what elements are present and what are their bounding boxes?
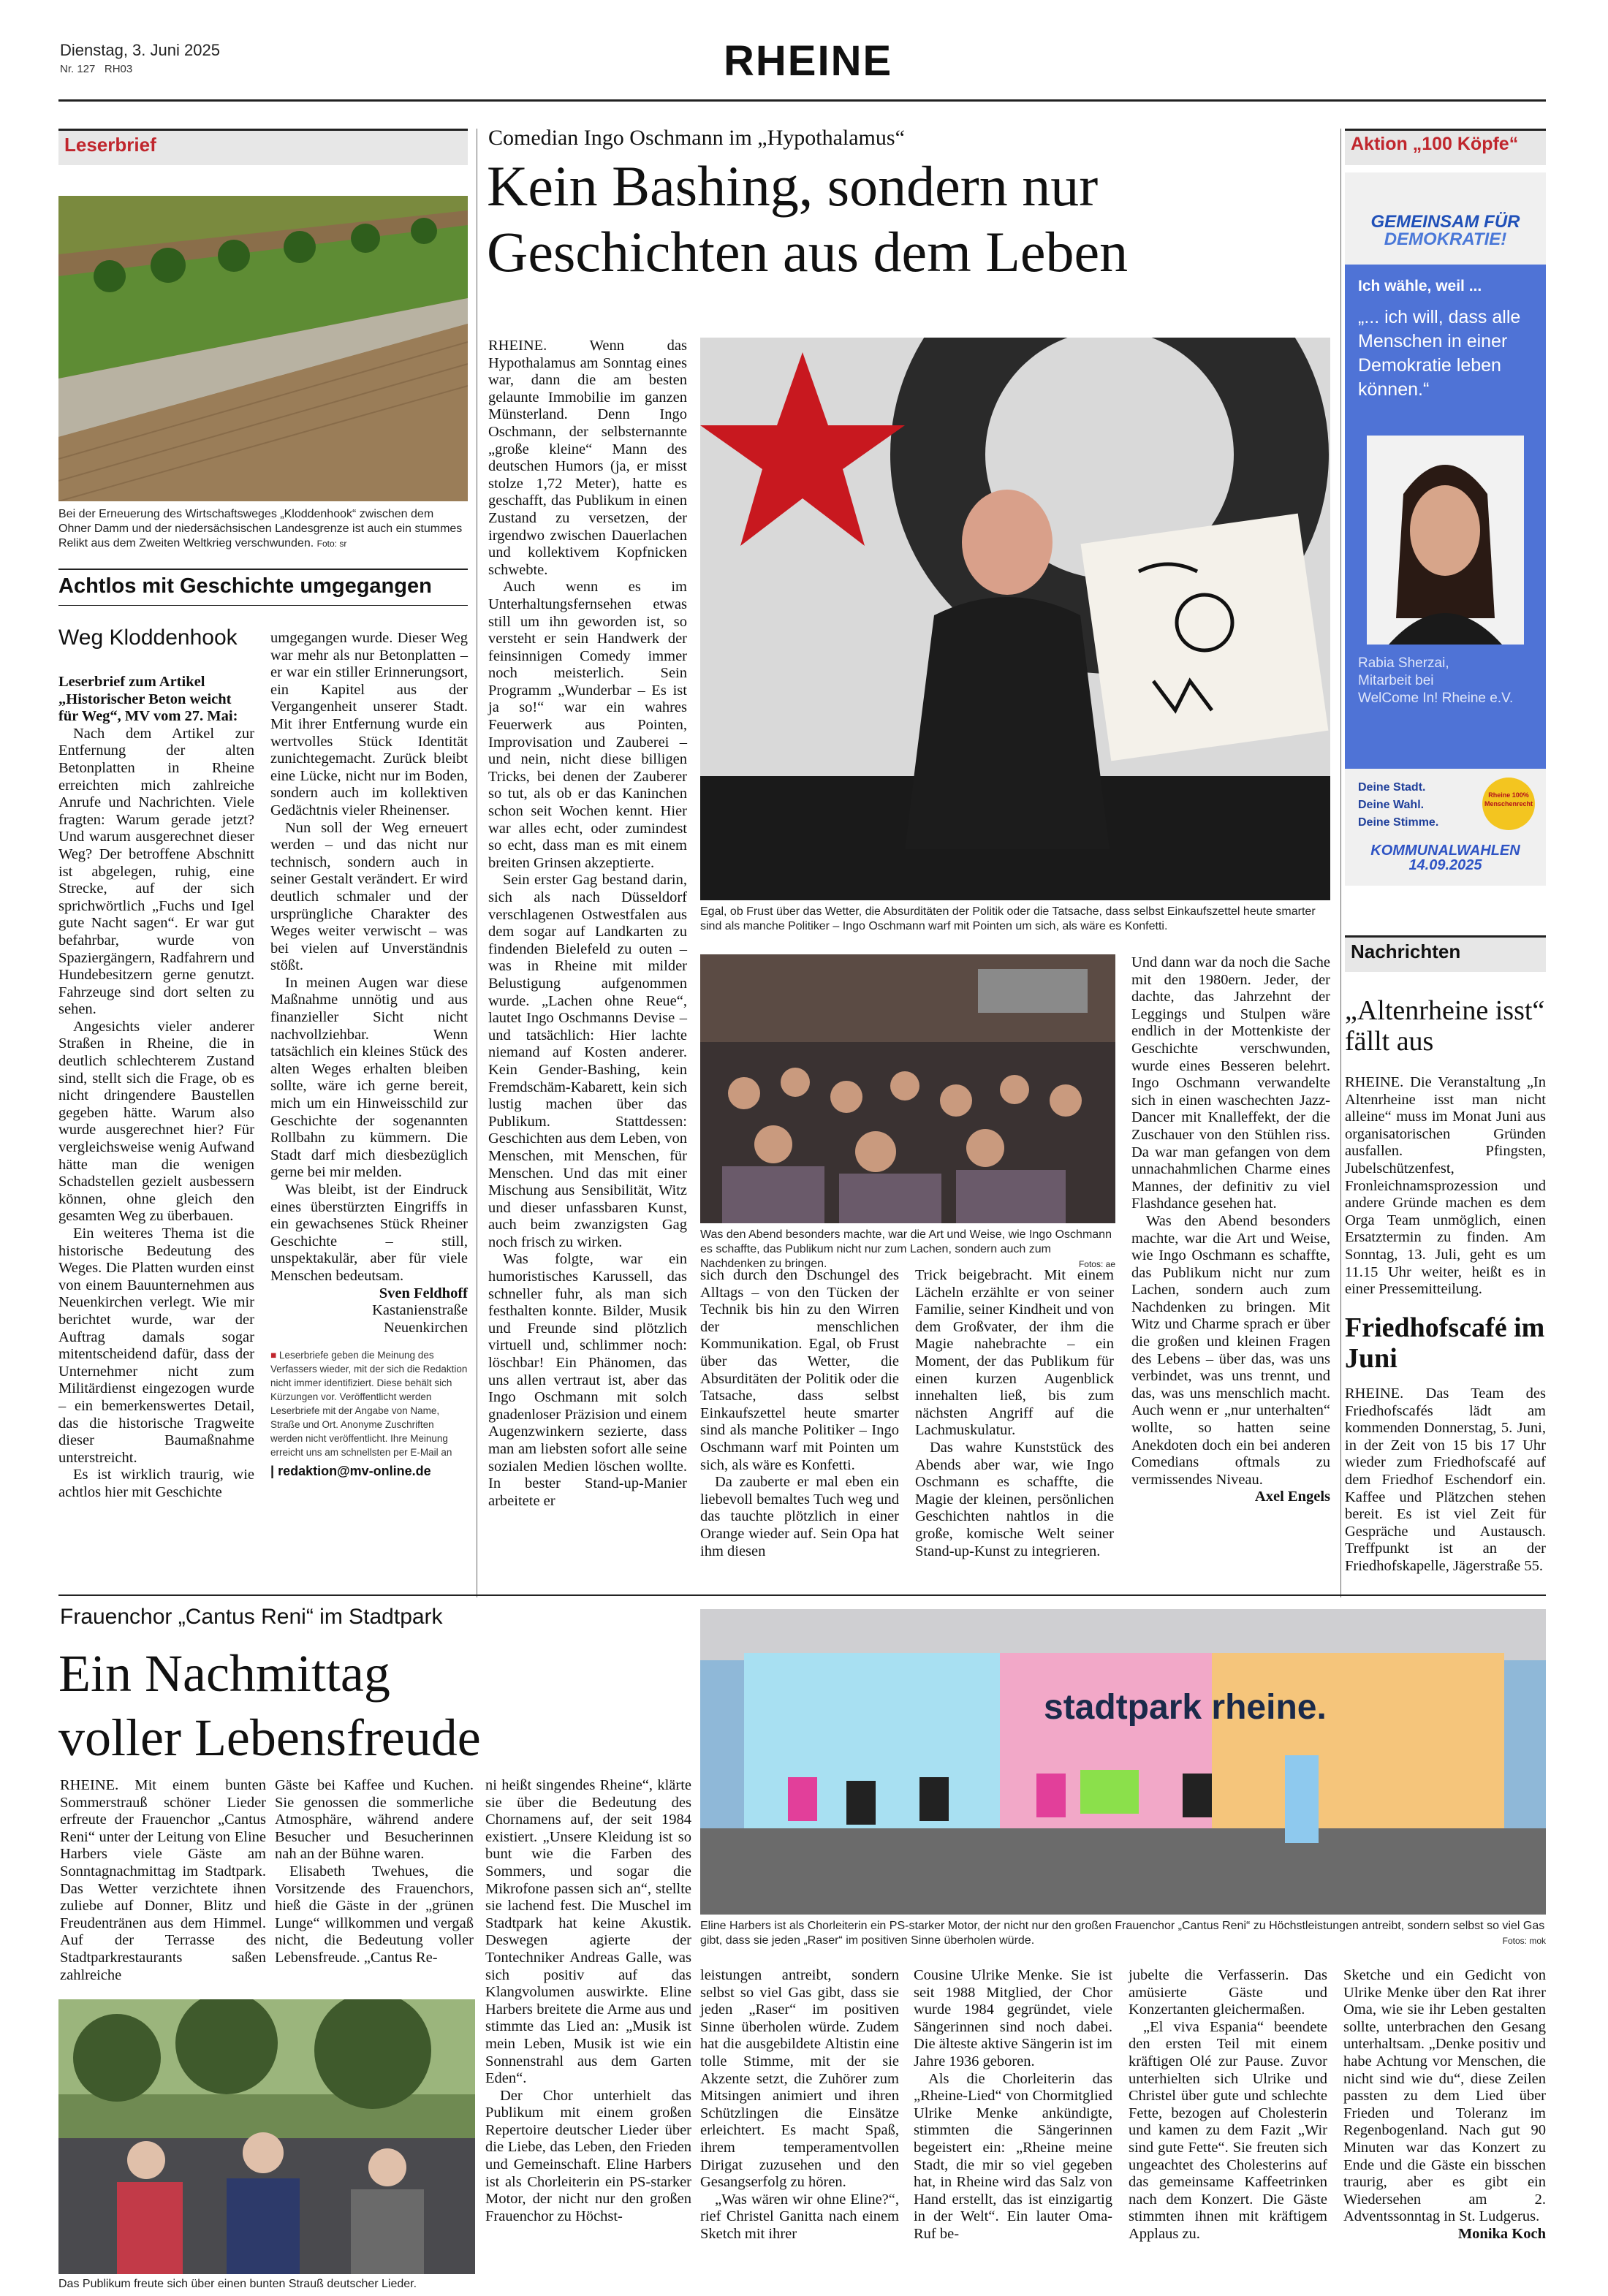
comedy-column-mid-bottom: [700, 1267, 899, 1560]
field-road-image: [58, 196, 468, 501]
person-role: Mitarbeit bei: [1358, 673, 1434, 688]
election-date: [1345, 843, 1546, 873]
comedy-column-1: [488, 338, 687, 1510]
choir-paragraph: ni heißt singendes Rheine“, klärte sie über die Bedeutung des Chornamens auf, der seit 1984 existiert. „Unsere Kleidung ist so bunt wie die Farben des Sommers, und sogar die Mikrofone passen sich an“, stellte sie lachend fest. Die Muschel im Stadtpark hat keine Akustik. Deswegen agierte der Tontechniker Andreas Galle, was sich positiv auf das Klangvolumen auswirkte. Eline Harbers breitete die Arme aus und stimmte das Lied an: „Musik ist mein Leben, Musik ist wie ein Sonnenstrahl aus dem Garten Eden“.: [485, 1777, 691, 2087]
news2-headline: Friedhofscafé im Juni: [1345, 1312, 1545, 1374]
quote-box: [1345, 265, 1546, 769]
democracy-logo: [1345, 213, 1546, 248]
person-name: Rabia Sherzai,: [1358, 655, 1449, 671]
letter-email-text[interactable]: redaktion@mv-online.de: [278, 1464, 431, 1479]
choir-paragraph: Der Chor unterhielt das Publikum mit einem großen Repertoire deutscher Lieder über die Liebe, das Leben, den Frieden und Gemeinschaft. Eline Harbers ist als Chorleiterin ein PS-starker Motor, der nicht nur den großen Frauenchor zu Höchst-: [485, 2087, 691, 2224]
logo-line-2: DEMOKRATIE!: [1384, 229, 1507, 249]
choir-photo-caption: [700, 1919, 1546, 1948]
comedy-stage-photo: [700, 338, 1330, 900]
choir-column-7: [1343, 1967, 1546, 2243]
audience-photo-credit: Fotos: ae: [1078, 1259, 1115, 1269]
choir-column-2: [275, 1777, 474, 1967]
choir-stage-image: [700, 1609, 1546, 1915]
choir-stage-photo: [700, 1609, 1546, 1915]
choir-author: Monika Koch: [1457, 2225, 1546, 2242]
stadtpark-sign: stadtpark rheine.: [1044, 1688, 1327, 1727]
letter-author: Sven Feldhoff: [379, 1285, 468, 1301]
choir-paragraph: Elisabeth Twehues, die Vorsitzende des Frauenchors, hieß die Gäste in der „grünen Lunge“ willkommen und vergaß nicht, die Bedeutung voller Lebensfreude. „Cantus Re-: [275, 1863, 474, 1966]
letter-photo-credit: Foto: sr: [316, 539, 347, 549]
header-issue-number: Nr. 127: [60, 63, 96, 75]
letter-author-place: Kastanienstraße Neuenkirchen: [372, 1302, 468, 1336]
choir-paragraph: jubelte die Verfasserin. Das amüsierte Gäste und Konzertanten gleichermaßen.: [1129, 1967, 1327, 2018]
header-code: RH03: [104, 63, 133, 75]
news1-headline: „Altenrheine isst“ fällt aus: [1345, 995, 1545, 1057]
choir-kicker: Frauenchor „Cantus Reni“ im Stadtpark: [60, 1605, 443, 1629]
portrait-image: [1367, 436, 1524, 645]
news-label-text: Nachrichten: [1351, 940, 1461, 962]
choir-headline: [58, 1641, 481, 1770]
news2-text: RHEINE. Das Team des Friedhofscafés lädt am kommenden Donnerstag, 5. Juni, in der Zeit von 15 bis 17 Uhr wieder zum Friedhofscafé auf dem Friedhof Eschendorf ein. Kaffee und Plätzchen stehen bereit. Es ist viel Zeit für Gespräche und Austausch. Treffpunkt ist an der Friedhofskapelle, Jägerstraße 55.: [1345, 1385, 1546, 1574]
logo-line-1: GEMEINSAM FÜR: [1370, 212, 1520, 232]
letter-paragraph: umgegangen wurde. Dieser Weg war mehr als nur Betonplatten – er war ein stiller Erinnerungsort, ein Kapitel aus der Vergangenheit unserer Stadt. Mit ihrer Entfernung wurde ein wertvolles Stück Identität zunichtegemacht. Zurück bleibt eine Lücke, nicht nur im Boden, sondern auch im kollektiven Gedächtnis vieler Rheinenser.: [270, 630, 468, 818]
slogan-line-3: Deine Stimme.: [1358, 816, 1439, 829]
choir-column-6: [1129, 1967, 1327, 2243]
comedy-paragraph: Sein erster Gag bestand darin, sich als nach Düsseldorf verschlagenen Ostwestfalen aus dem sogar auf Landkarten zu findenden Bielefeld zu outen – was in Rheine mit milder Belustigung aufgenommen wurde. „Lachen ohne Reue“, lautet Ingo Oschmanns Devise – und tatsächlich: Hier lachte niemand auf Kosten anderer. Kein Gender-Bashing, kein Fremdschäm-Kabarett, kein sich lustig machen über das Publikum. Stattdessen: Geschichten aus dem Leben, von Menschen, mit Menschen, für Menschen. Und das mit einer Mischung aus Sensibilität, Witz und dieser unfassbaren Kunst, auch beim zwanzigsten Gag noch frisch zu wirken.: [488, 872, 687, 1250]
comedy-audience-photo: [700, 954, 1115, 1223]
comedy-headline: [487, 153, 1128, 285]
choir-column-4: [700, 1967, 899, 2243]
audience-image: [700, 954, 1115, 1223]
letter-paragraph: Nun soll der Weg erneuert werden – und das nicht nur technisch, sondern auch in seiner Gestalt verändert. Er wird deutlich schmaler und der ursprüngliche Charakter des Weges weiter verwischt – was bei vielen auf Unverständnis stößt.: [270, 819, 468, 974]
comedy-author: Axel Engels: [1254, 1489, 1330, 1505]
comedy-headline-line-1: Kein Bashing, sondern nur: [487, 154, 1099, 218]
choir-paragraph: Gäste bei Kaffee und Kuchen. Sie genossen die sommerliche Atmosphäre, während andere Besucher und Besucherinnen nah an der Bühne waren.: [275, 1777, 474, 1863]
letter-column-1: [58, 674, 254, 1502]
letter-photo: [58, 196, 468, 501]
letter-subhead: Weg Kloddenhook: [58, 626, 238, 650]
audience-park-photo: [58, 1999, 475, 2274]
choir-paragraph: „Was wären wir ohne Eline?“, rief Christel Ganitta nach einem Sketch mit ihrer: [700, 2191, 899, 2242]
quote-intro: Ich wähle, weil ...: [1358, 278, 1482, 294]
choir-column-5: [914, 1967, 1112, 2243]
sidebar-label: [1345, 129, 1546, 165]
rheine-badge: [1482, 778, 1535, 830]
comedian-stage-image: [700, 338, 1330, 900]
slogan: [1358, 779, 1438, 832]
letter-rule: [58, 569, 468, 570]
choir-photo-credit: Fotos: mok: [1502, 1936, 1546, 1946]
letter-column-2: [270, 630, 468, 1479]
section-rule: [58, 1594, 1546, 1596]
comedy-paragraph: sich durch den Dschungel des Alltags – von den Tücken der Technik bis hin zu den Wirren der menschlichen Kommunikation. Egal, ob Frust über das Wetter, die Absurditäten der Politik oder die Tatsache, dass selbst Einkaufszettel heute smarter sind als manche Politiker – Ingo Oschmann warf mit Pointen um sich, als wäre es Konfetti.: [700, 1267, 899, 1473]
comedy-paragraph: Und dann war da noch die Sache mit den 1980ern. Jeder, der dachte, das Jahrzehnt der Leggings und Stulpen wäre endlich in der Mottenkiste der Geschichte verschwunden, wurde eines Besseren belehrt. Ingo Oschmann verwandelte sich in einen waschechten Jazz-Dancer mit Knalleffekt, der die Zuschauer von den Stühlen riss. Da war man gefangen von dem unnachahmlichen Charme eines Mannes, der definitiv zu viel Flashdance gesehen hat.: [1131, 954, 1330, 1212]
comedy-paragraph: Auch wenn es im Unterhaltungsfernsehen etwas still um ihn geworden ist, so versteht er sein Handwerk der feinsinnigen Comedy immer noch meisterlich. Sein Programm „Wunderbar – Es ist ja so!“ war ein wahres Feuerwerk aus Pointen, Improvisation und Zauberei – und nein, nicht diese billigen Tricks, bei denen der Zauberer so tut, als ob er das Kaninchen schon seit Wochen kennt. Hier war alles echt, oder zumindest so echt, dass man es mit einem breiten Grinsen akzeptierte.: [488, 579, 687, 871]
header-date: Dienstag, 3. Juni 2025: [60, 41, 220, 59]
section-title: RHEINE: [724, 37, 893, 85]
choir-column-1: [60, 1777, 266, 1984]
letter-paragraph: Was bleibt, ist der Eindruck eines überstürzten Eingriffs in ein gewachsenes Stück Rheiner Geschichte – still, unspektakulär, aber für viele Menschen bedeutsam.: [270, 1182, 468, 1284]
letter-note: [270, 1348, 468, 1459]
comedy-paragraph: RHEINE. Wenn das Hypothalamus am Sonntag eines war, dann die am besten gelaunte Immobilie im ganzen Münsterland. Denn Ingo Oschmann, der selbsternannte „große kleine“ Mann des deutschen Humors (ja, er misst stolze 1,72 Meter), hatte es geschafft, das Publikum in einen Zustand zu versetzen, der irgendwo zwischen Dauerlachen und kollektivem Kopfnicken schwebte.: [488, 338, 687, 578]
comedy-paragraph: Was den Abend besonders machte, war die Art und Weise, wie Ingo Oschmann es schaffte, das Publikum nicht nur zum Lachen, sondern auch zum Nachdenken zu bringen. Mit Witz und Charme sprach er über die großen und kleinen Fragen des Lebens – über das, was uns verbindet, was uns trennt, und das, was uns menschlich macht. Auch wenn er „nur unterhalten“ wollte, so hatten seine Anekdoten doch ein bei anderen Comedians oftmals zu vermissendes Niveau.: [1131, 1212, 1330, 1488]
letter-photo-caption: [58, 507, 468, 551]
choir-paragraph: Cousine Ulrike Menke. Sie ist seit 1988 Mitglied, der Chor wurde 1984 gegründet, viele Sängerinnen sind noch dabei. Die älteste aktive Sängerin ist im Jahre 1936 geboren.: [914, 1967, 1112, 2069]
letter-headline: Achtlos mit Geschichte umgegangen: [58, 574, 432, 598]
comedy-kicker: Comedian Ingo Oschmann im „Hypothalamus“: [488, 126, 905, 150]
choir-caption-text: Eline Harbers ist als Chorleiterin ein PS-starker Motor, der nicht nur den großen Frauenchor „Cantus Reni“ zu Höchstleistungen antreibt, sondern selbst so viel Gas gibt, dass sie jeden „Raser“ im positiven Sinne überholen würde.: [700, 1920, 1545, 1947]
election-line-1: KOMMUNALWAHLEN: [1370, 843, 1520, 859]
comedy-column-right-bottom: [915, 1267, 1114, 1560]
news-label: [1345, 935, 1546, 972]
choir-column-3: [485, 1777, 691, 2225]
header-rule: [58, 99, 1546, 102]
letter-email: [270, 1464, 468, 1479]
park-audience-image: [58, 1999, 475, 2274]
email-bar-icon: |: [270, 1464, 275, 1479]
choir-headline-line-1: Ein Nachmittag: [58, 1644, 390, 1703]
slogan-line-2: Deine Wahl.: [1358, 799, 1425, 811]
comedy-column-right-top: [1131, 954, 1330, 1506]
comedy-paragraph: Da zauberte er mal eben ein liebevoll bemaltes Tuch weg und das tauchte plötzlich in einer Orange wieder auf. Sein Opa hat ihm diesen: [700, 1474, 899, 1559]
quote-text: „... ich will, dass alle Menschen in einer Demokratie leben können.“: [1358, 307, 1521, 400]
letter-reference: Leserbrief zum Artikel „Historischer Beton weicht für Weg“, MV vom 27. Mai:: [58, 674, 238, 725]
news1-text: RHEINE. Die Veranstaltung „In Altenrheine isst man nicht alleine“ muss im Monat Juni aus organisatorischen Gründen ausfallen. Pfingsten, Jubelschützenfest, Fronleichnamsprozession und andere Gründe machen es dem Orga Team unmöglich, einen Ersatztermin zu finden. Am Sonntag, 13. Juli, geht es um 11.15 Uhr weiter, heißt es in einer Pressemitteilung.: [1345, 1074, 1546, 1298]
audience-caption: [700, 1228, 1115, 1271]
header-issue: [60, 63, 132, 75]
letter-paragraph: Ein weiteres Thema ist die historische Bedeutung des Weges. Die Platten wurden einst von einem Bauunternehmen aus Neuenkirchen verlegt. Wie mir berichtet wurde, war der Auftrag damals sogar mitentscheidend dafür, dass der Unternehmer nicht zum Militärdienst eingezogen wurde – ein bemerkenswertes Detail, das die historische Tragweite dieser Baumaßnahme unterstreicht.: [58, 1225, 254, 1466]
comedy-paragraph: Trick beigebracht. Mit einem Lächeln erzählte er von seiner Familie, seiner Kindheit und von dem Großvater, der ihm die Magie nahebrachte – ein Moment, der das Publikum für einen kurzen Augenblick innehalten ließ, bis zum nächsten Angriff auf die Lachmuskulatur.: [915, 1267, 1114, 1439]
choir-paragraph: leistungen antreibt, sondern selbst so viel Gas gibt, dass sie jeden „Raser“ im positiven Sinne überholen würde. Zudem hat die ausgebildete Altistin eine tolle Stimme, mit der sie Akzente setzt, die Zuhörer zum Mitsingen animiert und ihren Schützlingen die Einsätze erleichtert. Es macht Spaß, ihrem temperamentvollen Dirigat zuzusehen und den Gesangserfolg zu hören.: [700, 1967, 899, 2191]
choir-headline-line-2: voller Lebensfreude: [58, 1708, 481, 1767]
letter-label-text: Leserbrief: [64, 134, 156, 156]
news1-body: [1345, 1074, 1546, 1299]
column-divider: [1340, 129, 1341, 1597]
letter-paragraph: In meinen Augen war diese Maßnahme unnötig und aus finanzieller Sicht nicht nachvollziehbar. Wenn tatsächlich ein kleines Stück des alten Weges erhalten bleiben sollte, wäre ich gerne bereit, mich um ein Hinweisschild zur Geschichte der sogenannten Rollbahn zu kümmern. Die Stadt darf mich diesbezüglich gerne bei mir melden.: [270, 974, 468, 1181]
comedy-headline-line-2: Geschichten aus dem Leben: [487, 220, 1129, 284]
letter-paragraph: Nach dem Artikel zur Entfernung der alten Betonplatten in Rheine erreichten mich zahlreiche Anrufe und Nachrichten. Viele fragten: Warum gerade jetzt? Und warum ausgerechnet dieser Weg? Der betroffene Abschnitt ist abgelegen, ruhig, eine Strecke, auf der sich sprichwörtlich „Fuchs und Igel gute Nacht sagen“. Er war gut befahrbar, wurde von Spaziergängern, Radfahrern und Hundebesitzern gerne genutzt. Fahrzeuge sind dort selten zu sehen.: [58, 725, 254, 1018]
badge-text: Rheine 100% Menschenrecht: [1484, 791, 1533, 807]
audience-caption-text: Was den Abend besonders machte, war die Art und Weise, wie Ingo Oschmann es schaffte, das Publikum nicht nur zum Lachen, sondern auch zum Nachdenken zu bringen.: [700, 1228, 1112, 1270]
slogan-line-1: Deine Stadt.: [1358, 781, 1426, 794]
comedy-photo-caption: Egal, ob Frust über das Wetter, die Absurditäten der Politik oder die Tatsache, dass selbst Einkaufszettel heute smarter sind als manche Politiker – Ingo Oschmann warf mit Pointen um sich, als wäre es Konfetti.: [700, 905, 1316, 932]
letter-caption-text: Bei der Erneuerung des Wirtschaftsweges „Kloddenhook“ zwischen dem Ohner Damm und der niedersächsischen Landesgrenze ist auch ein stummes Relikt aus dem Zweiten Weltkrieg verschwunden.: [58, 508, 463, 550]
letter-rule-2: [58, 605, 468, 606]
choir-paragraph: Sketche und ein Gedicht von Ulrike Menke über den Rat ihrer Oma, wie sie ihr Leben gestalten sollte, unterbrachen den Gesang unterhaltsam. „Denke positiv und habe Achtung vor Menschen, die nicht sind wie du“, diese Zeilen passten zu dem Lied über Frieden und Toleranz im Regenbogenland. Nach gut 90 Minuten war das Konzert zu Ende und die Gäste ein bisschen traurig, aber es gibt ein Wiedersehen am 2. Adventssonntag in St. Ludgerus.: [1343, 1967, 1546, 2225]
person-info: [1358, 655, 1513, 707]
choir-paragraph: RHEINE. Mit einem bunten Sommerstrauß schöner Lieder erfreute der Frauenchor „Cantus Reni“ unter der Leitung von Eline Harbers viele Gäste am Sonntagnachmittag im Stadtpark. Das Wetter verzichtete ihnen zuliebe auf Donner, Blitz und Freudentränen aus dem Himmel. Auf der Terrasse des Stadtparkrestaurants saßen zahlreiche: [60, 1777, 266, 1983]
election-line-2: 14.09.2025: [1408, 857, 1482, 873]
democracy-ad: [1345, 172, 1546, 886]
note-bullet: ■: [270, 1350, 277, 1361]
choir-paragraph: „El viva Espania“ beendete den ersten Teil mit einem kräftigen Olé zur Pause. Zuvor unterhielten sich Ulrike und Christel über gute und schlechte Fette, bezogen auf Cholesterin und kamen zu dem Fazit „Wir sind gute Fette“. Sie freuten sich ungeachtet des Cholesterins auf das gemeinsame Kaffeetrinken nach dem Konzert. Die Gäste stimmten ihnen mit kräftigem Applaus zu.: [1129, 2018, 1327, 2242]
portrait: [1367, 436, 1524, 645]
person-org: WelCome In! Rheine e.V.: [1358, 691, 1514, 706]
comedy-paragraph: Das wahre Kunststück des Abends aber war, wie Ingo Oschmann es schaffte, die Magie der kleinen, persönlichen Geschichten nahtlos in die große, komische Welt seiner Stand-up-Kunst zu integrieren.: [915, 1439, 1114, 1559]
letter-note-text: Leserbriefe geben die Meinung des Verfassers wieder, mit der sich die Redaktion nicht immer identifiziert. Diese behält sich Kürzungen vor. Veröffentlicht werden Leserbriefe mit der Angabe von Name, Straße und Ort. Anonyme Zuschriften werden nicht veröffentlicht. Ihre Meinung erreicht uns am schnellsten per E-Mail an: [270, 1350, 468, 1459]
comedy-paragraph: Was folgte, war ein humoristisches Karussell, das schneller fuhr, als man sich festhalten konnte. Bilder, Musik und Freunde sind plötzlich virtuell und, schlimmer noch: löschbar! Ein Phänomen, das uns allen vertraut ist, aber das Ingo Oschmann mit solch gnadenloser Präzision und einem Augenzwinkern sezierte, dass man am liebsten sofort alle seine sozialen Medien löschen wollte. In bester Stand-up-Manier arbeitete er: [488, 1251, 687, 1509]
letter-label: [58, 129, 468, 165]
letter-paragraph: Angesichts vieler anderer Straßen in Rheine, die in deutlich schlechterem Zustand sind, stellt sich die Frage, ob es nicht dringendere Baustellen gegeben hätte. Warum also wurde ausgerechnet hier? Für vergleichsweise wenig Aufwand hätte man die wenigen Schadstellen gezielt ausbessern können, ohne gleich den gesamten Weg zu überbauen.: [58, 1018, 254, 1225]
sidebar-label-text: Aktion „100 Köpfe“: [1351, 134, 1519, 154]
news2-body: [1345, 1385, 1546, 1575]
letter-paragraph: Es ist wirklich traurig, wie achtlos hier mit Geschichte: [58, 1467, 254, 1500]
park-audience-caption: Das Publikum freute sich über einen bunten Strauß deutscher Lieder.: [58, 2278, 417, 2290]
choir-paragraph: Als die Chorleiterin das „Rheine-Lied“ von Chormitglied Ulrike Menke ankündigte, stimmten die Sängerinnen begeistert ein: „Rheine meine Stadt, die mir so viel gegeben hat, in Rheine wird das Salz von Hand erstellt, das ist einzigartig in der Welt“. Ein lauter Oma-Ruf be-: [914, 2070, 1112, 2242]
